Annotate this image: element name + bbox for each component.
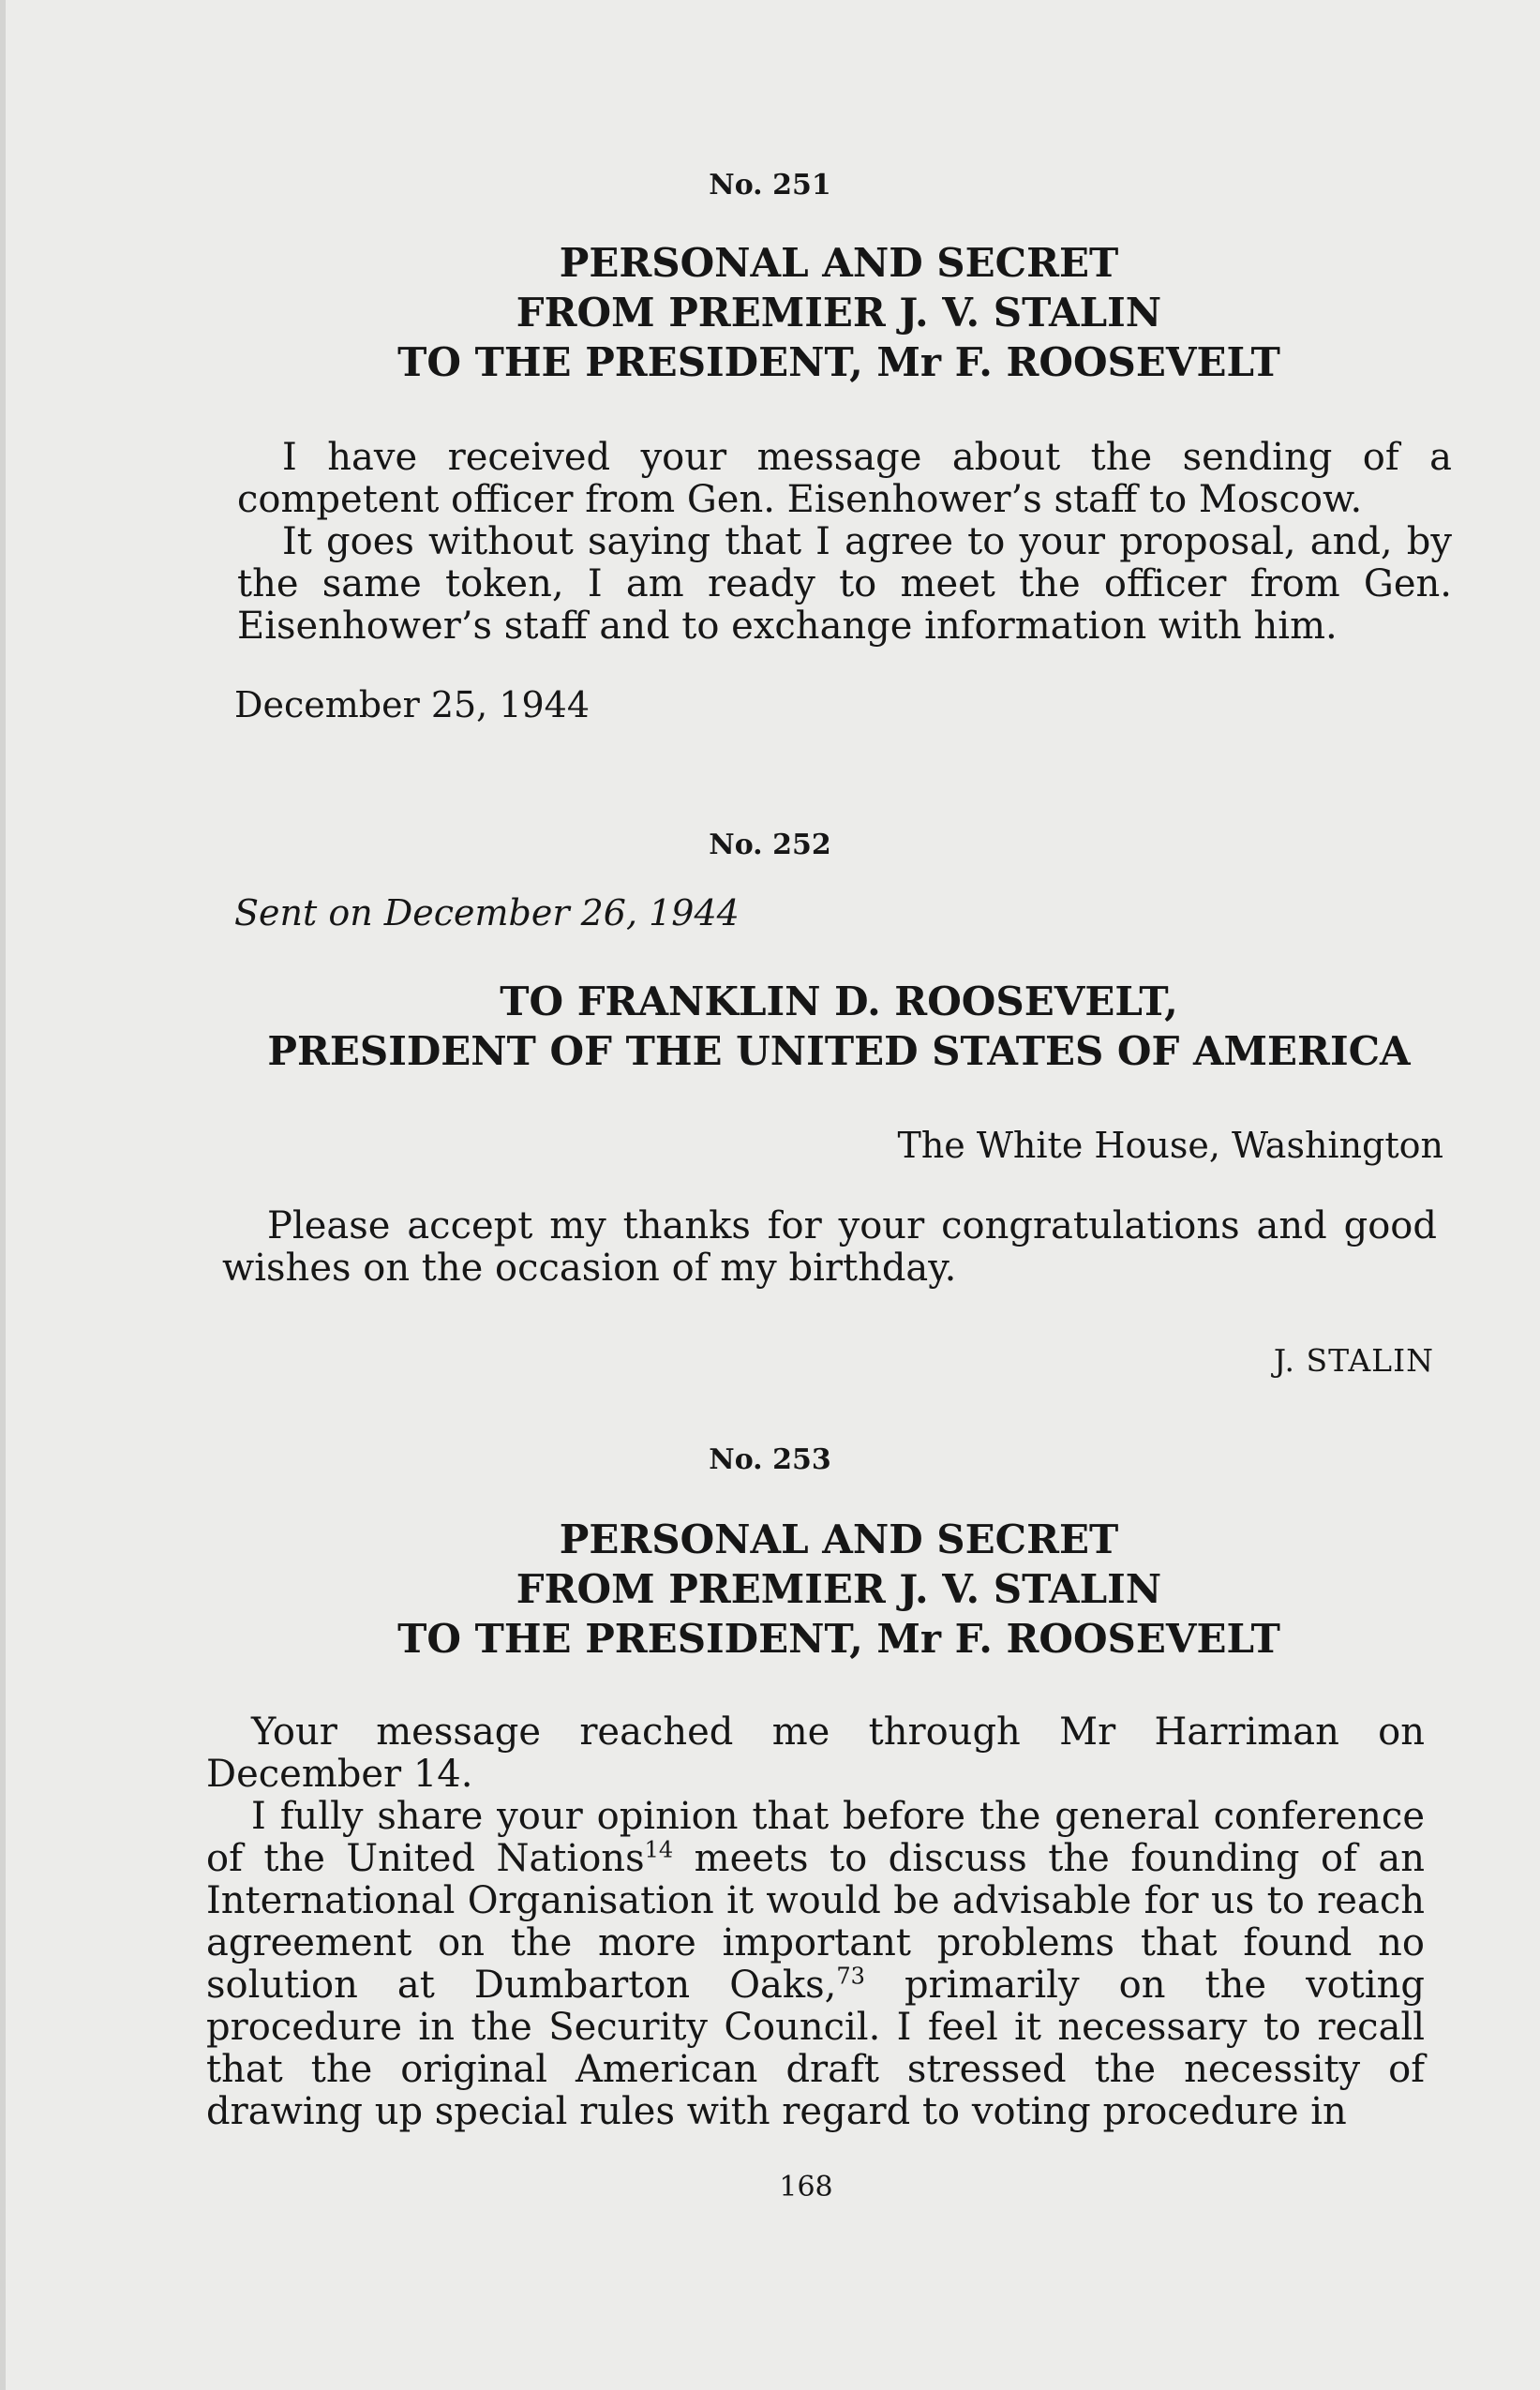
paragraph: I have received your message about the sending of a competent officer from Gen. Eisenhower’s staff to Moscow. [237, 436, 1452, 521]
heading-line: FROM PREMIER J. V. STALIN [516, 1566, 1162, 1612]
letter-date: December 25, 1944 [234, 684, 591, 725]
paragraph: It goes without saying that I agree to your proposal, and, by the same token, I am ready to meet the officer from Gen. Eisenhower’s staff and to exchange information with him. [237, 520, 1452, 648]
letter-number: No. 253 [709, 1443, 831, 1476]
recipient-address: The White House, Washington [897, 1125, 1443, 1166]
paragraph: Your message reached me through Mr Harriman on December 14. [206, 1710, 1425, 1796]
page-number: 168 [779, 2171, 833, 2203]
heading-line: PERSONAL AND SECRET [559, 240, 1119, 286]
sent-date: Sent on December 26, 1944 [234, 892, 740, 934]
heading-line: FROM PREMIER J. V. STALIN [516, 290, 1162, 336]
letter-heading [0, 977, 1540, 1076]
signature: J. STALIN [1273, 1342, 1434, 1379]
paragraph: I fully share your opinion that before the general conference of the United Nations$^{14}$ meets to discuss the founding of an International Organisation it would be advisable for us to reach agreement on the more important problems that found no solution at Dumbarton Oaks,$^{73}$ primarily on the voting procedure in the Security Council. I feel it necessary to recall that the original American draft stressed the necessity of drawing up special rules with regard to voting procedure in [206, 1795, 1425, 2133]
paragraph: Please accept my thanks for your congratulations and good wishes on the occasion of my birthday. [222, 1204, 1437, 1290]
heading-line: TO THE PRESIDENT, Mr F. ROOSEVELT [397, 1616, 1280, 1662]
heading-line: PERSONAL AND SECRET [559, 1516, 1119, 1562]
footnote-ref: 73 [836, 1963, 865, 1990]
heading-line: TO FRANKLIN D. ROOSEVELT, [500, 978, 1178, 1024]
heading-line: TO THE PRESIDENT, Mr F. ROOSEVELT [397, 339, 1280, 385]
letter-number: No. 251 [709, 169, 831, 202]
letter-number: No. 252 [709, 829, 831, 861]
footnote-ref: 14 [644, 1836, 674, 1863]
letter-heading [0, 238, 1540, 387]
letter-heading [0, 1515, 1540, 1664]
heading-line: PRESIDENT OF THE UNITED STATES OF AMERICA [267, 1028, 1411, 1074]
